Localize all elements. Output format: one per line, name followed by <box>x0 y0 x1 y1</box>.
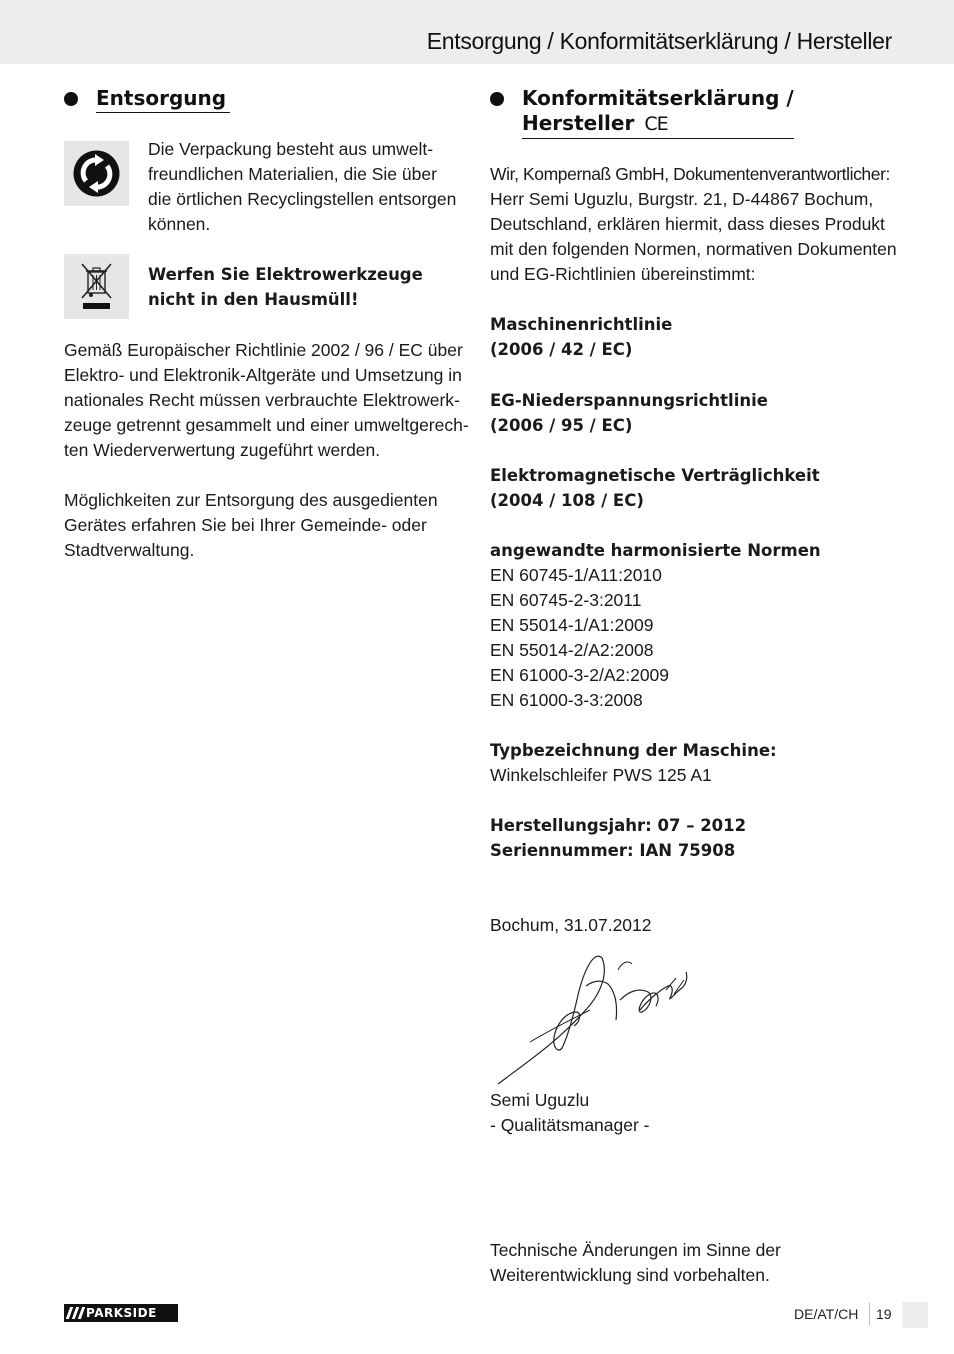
production-year: Herstellungsjahr: 07 – 2012 <box>490 816 747 835</box>
norm-item: EN 60745-1/A11:2010 <box>490 565 662 585</box>
type-heading: Typbezeichnung der Maschine: <box>490 741 777 760</box>
directive-text: Gemäß Europäischer Richtlinie 2002 / 96 / EC über Elektro- und Elektronik-Altgeräte und Umsetzung in nationales Recht müssen verbrauchte Elektrowerk- zeuge getrennt gesammelt und einer umweltgerech- ten Wiederverwertung zugeführt werden. <box>64 340 469 460</box>
norms-heading: angewandte harmonisierte Normen <box>490 541 821 560</box>
machinery-directive: Maschinenrichtlinie (2006 / 42 / EC) <box>490 315 673 359</box>
warning-text: Werfen Sie Elektrowerkzeuge nicht in den Hausmüll! <box>148 265 423 309</box>
signer-name: Semi Uguzlu <box>490 1090 590 1110</box>
section-title: Konformitätserklärung / Hersteller CE <box>522 86 794 139</box>
signature <box>490 950 700 1090</box>
bullet-icon <box>490 92 504 106</box>
bullet-icon <box>64 92 78 106</box>
type-value: Winkelschleifer PWS 125 A1 <box>490 765 712 785</box>
section-title: Entsorgung <box>96 86 230 113</box>
emc-directive: Elektromagnetische Verträglichkeit (2004 / 108 / EC) <box>490 466 820 510</box>
recycling-icon <box>64 141 129 206</box>
parkside-logo: PARKSIDE <box>64 1304 178 1322</box>
production-info <box>490 813 746 863</box>
signer-role: - Qualitätsmanager - <box>490 1115 650 1135</box>
locale-label: DE/AT/CH <box>794 1306 859 1322</box>
logo-stripes-icon <box>64 1304 86 1322</box>
page-number: 19 <box>876 1306 892 1322</box>
norm-item: EN 61000-3-2/A2:2009 <box>490 665 670 685</box>
packaging-text: Die Verpackung besteht aus umwelt- freundlichen Materialien, die Sie über die örtlichen Recyclingstellen entsorgen können. <box>148 139 457 234</box>
norm-item: EN 55014-2/A2:2008 <box>490 640 654 660</box>
place-date: Bochum, 31.07.2012 <box>490 915 652 935</box>
norm-item: EN 61000-3-3:2008 <box>490 690 643 710</box>
low-voltage-directive: EG-Niederspannungsrichtlinie (2006 / 95 / EC) <box>490 391 768 435</box>
declaration-intro: Wir, Kompernaß GmbH, Dokumentenverantwortlicher: Herr Semi Uguzlu, Burgstr. 21, D-44867 Bochum, Deutschland, erklären hiermit, dass dieses Produkt mit den folgenden Normen, normativen Dokumenten und EG-Richtlinien übereinstimmt: <box>490 164 897 284</box>
entsorgung-heading <box>64 86 230 113</box>
footer-divider <box>869 1303 870 1325</box>
norm-item: EN 60745-2-3:2011 <box>490 590 642 610</box>
disclaimer-text: Technische Änderungen im Sinne der Weiterentwicklung sind vorbehalten. <box>490 1240 781 1285</box>
norms-list <box>490 563 669 713</box>
konformitaet-heading <box>490 86 794 139</box>
page-title: Entsorgung / Konformitätserklärung / Hersteller <box>426 28 892 54</box>
footer-box <box>902 1302 928 1328</box>
signer-block <box>490 1088 650 1138</box>
disposal-options-text: Möglichkeiten zur Entsorgung des ausgedienten Gerätes erfahren Sie bei Ihrer Gemeinde- oder Stadtverwaltung. <box>64 490 438 560</box>
ce-mark-icon: CE <box>644 113 668 135</box>
crossed-out-bin-icon <box>64 254 129 319</box>
serial-number: Seriennummer: IAN 75908 <box>490 841 736 860</box>
norm-item: EN 55014-1/A1:2009 <box>490 615 654 635</box>
